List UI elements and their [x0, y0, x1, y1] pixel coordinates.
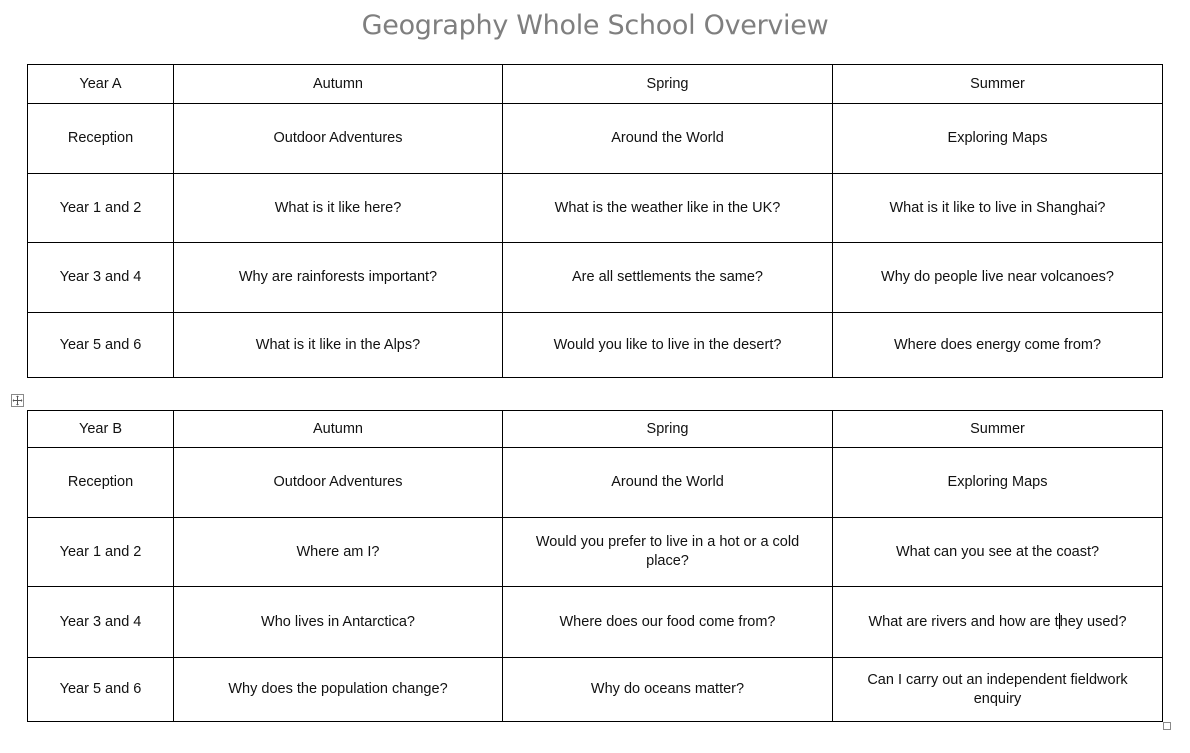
autumn-topic-cell[interactable]: Where am I?	[174, 518, 503, 587]
table-header-row	[28, 65, 1163, 104]
spring-topic-cell[interactable]: Around the World	[503, 104, 833, 174]
year-label-cell[interactable]: Year B	[28, 411, 174, 448]
table-row	[28, 243, 1163, 313]
autumn-header-cell[interactable]: Autumn	[174, 411, 503, 448]
autumn-topic-cell[interactable]: What is it like here?	[174, 174, 503, 243]
year-b-table	[27, 410, 1163, 722]
table-move-handle-icon[interactable]	[11, 394, 24, 407]
table-row	[28, 587, 1163, 658]
year-group-cell[interactable]: Reception	[28, 104, 174, 174]
autumn-topic-cell[interactable]: Who lives in Antarctica?	[174, 587, 503, 658]
year-group-cell[interactable]: Year 5 and 6	[28, 658, 174, 722]
summer-topic-cell[interactable]: Why do people live near volcanoes?	[833, 243, 1163, 313]
table-row	[28, 104, 1163, 174]
table-row	[28, 174, 1163, 243]
table-row	[28, 313, 1163, 378]
spring-topic-cell[interactable]: Where does our food come from?	[503, 587, 833, 658]
autumn-topic-cell[interactable]: Why are rainforests important?	[174, 243, 503, 313]
autumn-topic-cell[interactable]: What is it like in the Alps?	[174, 313, 503, 378]
year-group-cell[interactable]: Year 3 and 4	[28, 587, 174, 658]
spring-topic-cell[interactable]: Would you prefer to live in a hot or a cold place?	[503, 518, 833, 587]
year-label-cell[interactable]: Year A	[28, 65, 174, 104]
autumn-topic-cell[interactable]: Outdoor Adventures	[174, 104, 503, 174]
table-row	[28, 448, 1163, 518]
table-row	[28, 518, 1163, 587]
table-row	[28, 658, 1163, 722]
table-resize-handle-icon[interactable]	[1163, 722, 1171, 730]
spring-header-cell[interactable]: Spring	[503, 411, 833, 448]
summer-topic-cell[interactable]: Can I carry out an independent fieldwork enquiry	[833, 658, 1163, 722]
spring-topic-cell[interactable]: What is the weather like in the UK?	[503, 174, 833, 243]
summer-header-cell[interactable]: Summer	[833, 65, 1163, 104]
spring-topic-cell[interactable]: Around the World	[503, 448, 833, 518]
year-group-cell[interactable]: Year 3 and 4	[28, 243, 174, 313]
spring-topic-cell[interactable]: Are all settlements the same?	[503, 243, 833, 313]
autumn-topic-cell[interactable]: Why does the population change?	[174, 658, 503, 722]
autumn-header-cell[interactable]: Autumn	[174, 65, 503, 104]
spring-topic-cell[interactable]: Why do oceans matter?	[503, 658, 833, 722]
summer-topic-cell[interactable]: Where does energy come from?	[833, 313, 1163, 378]
year-group-cell[interactable]: Year 1 and 2	[28, 174, 174, 243]
autumn-topic-cell[interactable]: Outdoor Adventures	[174, 448, 503, 518]
summer-topic-cell-with-cursor[interactable]	[833, 587, 1163, 658]
text-after-cursor: hey used?	[1059, 613, 1127, 630]
summer-topic-cell[interactable]: What can you see at the coast?	[833, 518, 1163, 587]
year-group-cell[interactable]: Year 1 and 2	[28, 518, 174, 587]
summer-topic-cell[interactable]: Exploring Maps	[833, 448, 1163, 518]
year-group-cell[interactable]: Reception	[28, 448, 174, 518]
table-header-row	[28, 411, 1163, 448]
summer-header-cell[interactable]: Summer	[833, 411, 1163, 448]
spring-header-cell[interactable]: Spring	[503, 65, 833, 104]
text-before-cursor: What are rivers and how are t	[868, 613, 1059, 630]
year-group-cell[interactable]: Year 5 and 6	[28, 313, 174, 378]
year-a-table	[27, 64, 1163, 378]
spring-topic-cell[interactable]: Would you like to live in the desert?	[503, 313, 833, 378]
summer-topic-cell[interactable]: What is it like to live in Shanghai?	[833, 174, 1163, 243]
summer-topic-cell[interactable]: Exploring Maps	[833, 104, 1163, 174]
document-title: Geography Whole School Overview	[361, 10, 829, 41]
